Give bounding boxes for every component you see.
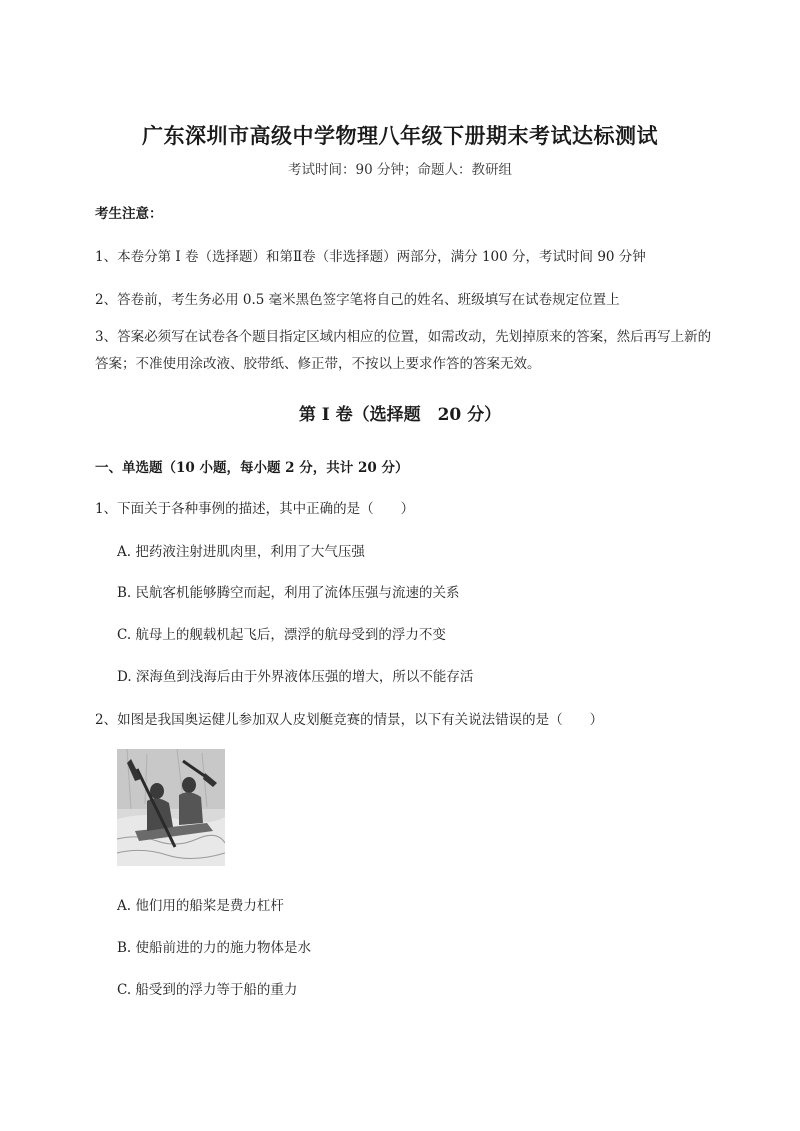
question-option: B. 使船前进的力的施力物体是水 bbox=[117, 940, 312, 956]
notice-item: 1、本卷分第 I 卷（选择题）和第Ⅱ卷（非选择题）两部分，满分 100 分，考试时间 90 分钟 bbox=[95, 249, 646, 265]
question-option: D. 深海鱼到浅海后由于外界液体压强的增大，所以不能存活 bbox=[117, 669, 474, 685]
document-subtitle: 考试时间：90 分钟；命题人：教研组 bbox=[288, 162, 512, 178]
question-stem: 2、如图是我国奥运健儿参加双人皮划艇竞赛的情景，以下有关说法错误的是（ ） bbox=[95, 712, 604, 728]
question-option: C. 航母上的舰载机起飞后，漂浮的航母受到的浮力不变 bbox=[117, 627, 446, 643]
question-option: C. 船受到的浮力等于船的重力 bbox=[117, 982, 298, 998]
question-stem: 1、下面关于各种事例的描述，其中正确的是（ ） bbox=[95, 501, 415, 517]
notice-heading: 考生注意： bbox=[95, 206, 163, 222]
notice-item: 2、答卷前，考生务必用 0.5 毫米黑色签字笔将自己的姓名、班级填写在试卷规定位置上 bbox=[95, 292, 620, 308]
question-option: A. 他们用的船桨是费力杠杆 bbox=[117, 898, 284, 914]
kayak-race-photo bbox=[117, 749, 225, 866]
group-heading: 一、单选题（10 小题，每小题 2 分，共计 20 分） bbox=[95, 460, 409, 476]
question-option: A. 把药液注射进肌肉里，利用了大气压强 bbox=[117, 544, 365, 560]
section-title: 第 I 卷（选择题 20 分） bbox=[298, 405, 502, 425]
question-option: B. 民航客机能够腾空而起，利用了流体压强与流速的关系 bbox=[117, 585, 460, 601]
document-title: 广东深圳市高级中学物理八年级下册期末考试达标测试 bbox=[142, 123, 658, 148]
notice-item: 3、答案必须写在试卷各个题目指定区域内相应的位置，如需改动，先划掉原来的答案，然后再写上新的答案；不准使用涂改液、胶带纸、修正带，不按以上要求作答的答案无效。 bbox=[95, 329, 712, 372]
